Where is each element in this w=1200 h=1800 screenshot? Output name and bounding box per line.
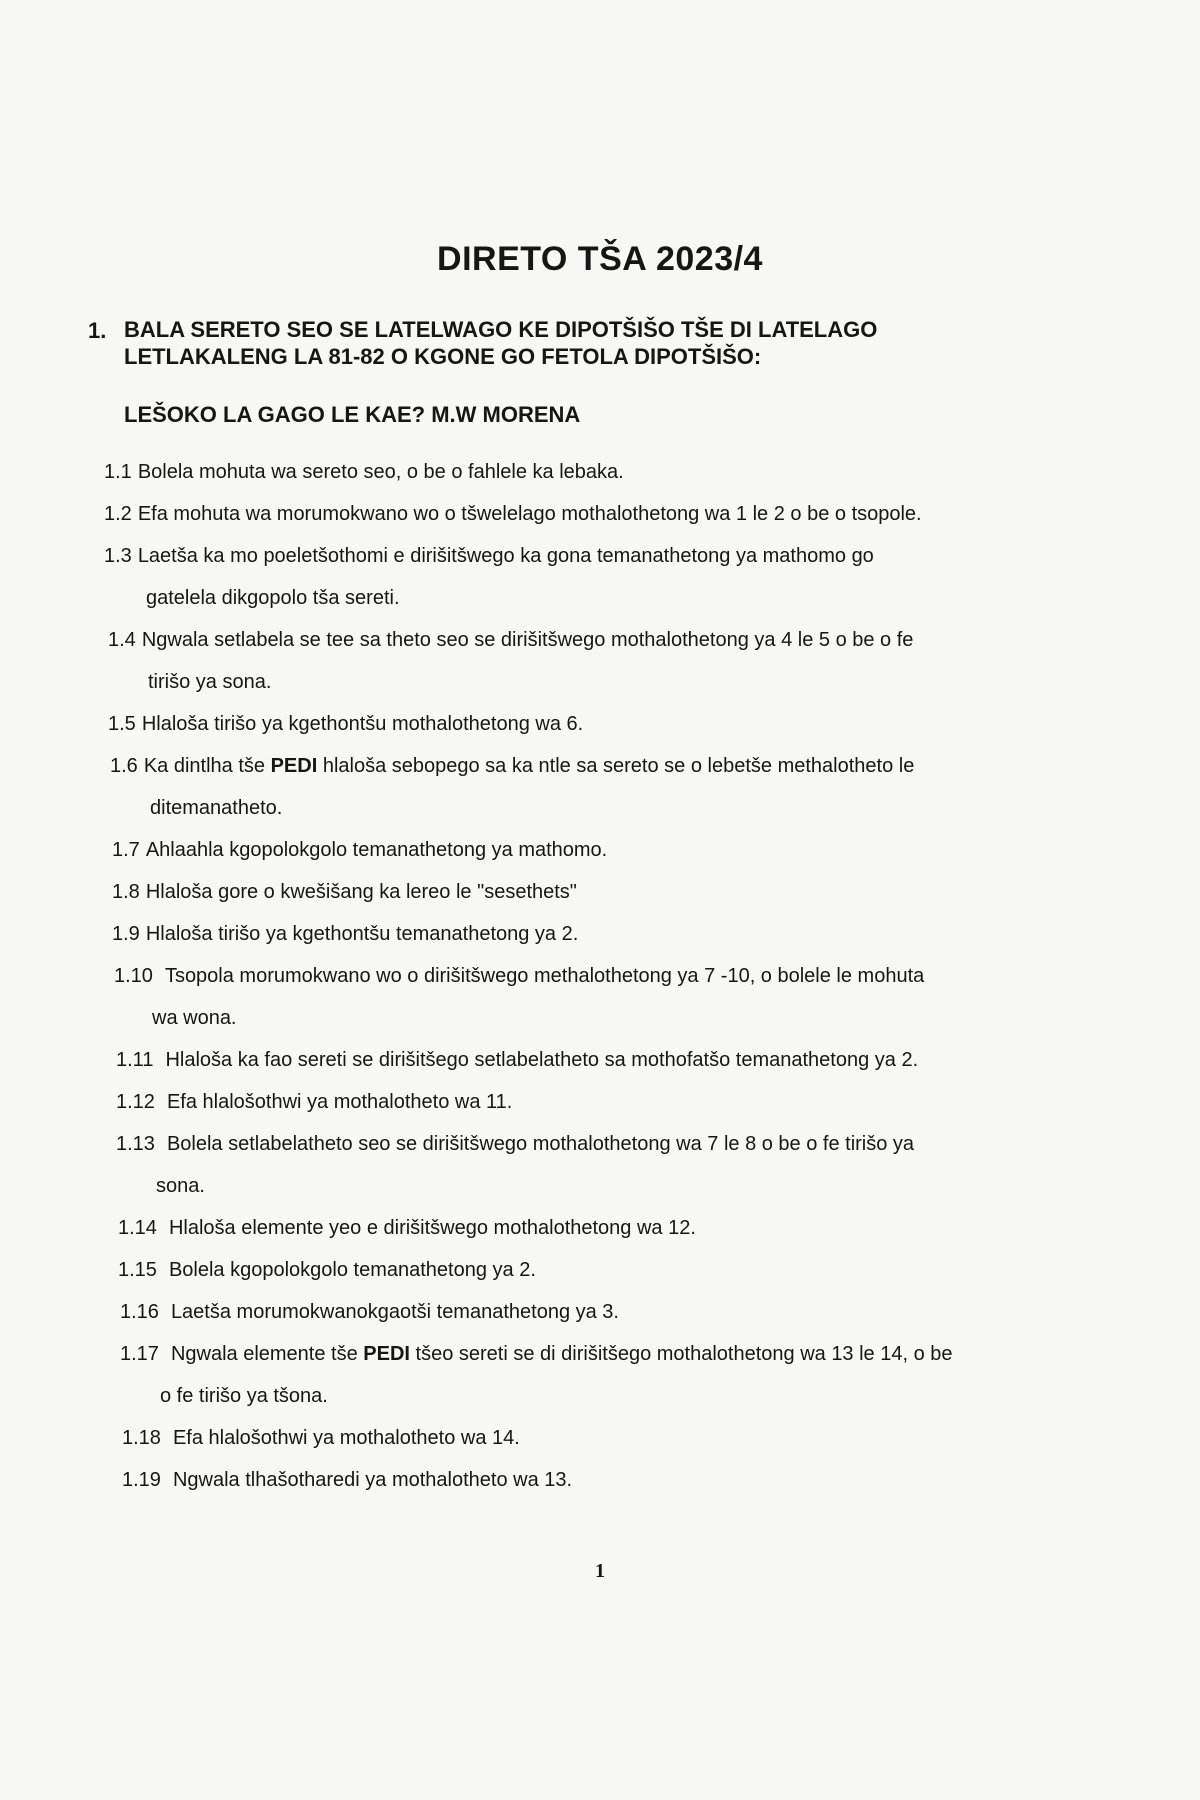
question-1-11 [116,1039,918,1081]
question-text: Efa hlalošothwi ya mothalotheto wa 14. [172,1427,520,1449]
question-number: 1.4 [108,629,136,651]
question-1-2 [104,493,922,535]
question-text-start: Ka dintlha tše [143,755,266,777]
question-1-5 [108,703,583,745]
question-number: 1.11 [116,1049,154,1071]
question-number: 1.6 [110,755,138,777]
question-text: Ngwala tlhašotharedi ya mothalotheto wa 13. [172,1469,573,1491]
question-text: Efa hlalošothwi ya mothalotheto wa 11. [166,1091,513,1113]
question-1-6-continuation: ditemanatheto. [150,797,283,819]
question-number: 1.9 [112,923,140,945]
question-1-13 [116,1123,914,1165]
question-text-end: hlaloša sebopego sa ka ntle sa sereto se o lebetše methalotheto le [322,755,915,777]
question-text: Ahlaahla kgopolokgolo temanathetong ya mathomo. [145,839,608,861]
question-number: 1.5 [108,713,136,735]
section-number: 1. [88,318,107,343]
question-text-end: tšeo sereti se di dirišitšego mothalothetong wa 13 le 14, o be [415,1343,953,1365]
question-1-9 [112,913,578,955]
emphasis-word: PEDI [363,1343,410,1365]
question-1-3-continuation: gatelela dikgopolo tša sereti. [146,587,400,609]
question-number: 1.15 [118,1259,157,1281]
question-number: 1.16 [120,1301,159,1323]
question-number: 1.14 [118,1217,157,1239]
question-1-10 [114,955,924,997]
question-number: 1.19 [122,1469,161,1491]
question-text: Bolela mohuta wa sereto seo, o be o fahlele ka lebaka. [137,461,624,483]
question-text: Bolela kgopolokgolo temanathetong ya 2. [168,1259,536,1281]
question-number: 1.8 [112,881,140,903]
question-text: Hlaloša gore o kwešišang ka lereo le "sesethets" [145,881,577,903]
question-text-start: Ngwala elemente tše [170,1343,358,1365]
question-1-10-continuation: wa wona. [152,1007,237,1029]
question-text: Hlaloša tirišo ya kgethontšu mothalothetong wa 6. [141,713,584,735]
question-text: Efa mohuta wa morumokwano wo o tšwelelago mothalothetong wa 1 le 2 o be o tsopole. [137,503,922,525]
question-text: Bolela setlabelatheto seo se dirišitšwego mothalothetong wa 7 le 8 o be o fe tirišo ya [166,1133,915,1155]
question-1-17-continuation: o fe tirišo ya tšona. [160,1385,328,1407]
question-1-13-continuation: sona. [156,1175,205,1197]
question-number: 1.12 [116,1091,155,1113]
section-heading: BALA SERETO SEO SE LATELWAGO KE DIPOTŠIŠO TŠE DI LATELAGO LETLAKALENG LA 81-82 O KGONE GO FETOLA DIPOTŠIŠO: [124,317,878,369]
question-number: 1.3 [104,545,132,567]
question-1-7 [112,829,607,871]
question-text: Hlaloša tirišo ya kgethontšu temanathetong ya 2. [145,923,579,945]
question-1-4 [108,619,913,661]
question-number: 1.17 [120,1343,159,1365]
page-title: DIRETO TŠA 2023/4 [437,240,763,278]
question-text: Tsopola morumokwano wo o dirišitšwego methalothetong ya 7 -10, o bolele le mohuta [164,965,925,987]
question-1-4-continuation: tirišo ya sona. [148,671,272,693]
emphasis-word: PEDI [270,755,318,777]
question-number: 1.18 [122,1427,161,1449]
question-text: Hlaloša elemente yeo e dirišitšwego mothalothetong wa 12. [168,1217,696,1239]
question-text: Laetša ka mo poeletšothomi e dirišitšwego ka gona temanathetong ya mathomo go [137,545,874,567]
question-text: Hlaloša ka fao sereti se dirišitšego setlabelatheto sa mothofatšo temanathetong ya 2. [165,1049,919,1071]
page-number: 1 [595,1560,605,1582]
question-1-19 [122,1459,572,1501]
question-1-12 [116,1081,512,1123]
question-text: Ngwala setlabela se tee sa theto seo se dirišitšwego mothalothetong ya 4 le 5 o be o fe [141,629,914,651]
question-1-1 [104,451,624,493]
question-1-3 [104,535,874,577]
question-1-8 [112,871,577,913]
question-number: 1.10 [114,965,153,987]
question-number: 1.1 [104,461,132,483]
question-1-18 [122,1417,520,1459]
poem-title: LEŠOKO LA GAGO LE KAE? M.W MORENA [124,402,581,427]
question-number: 1.13 [116,1133,155,1155]
question-1-14 [118,1207,696,1249]
question-1-6 [110,745,914,787]
question-1-16 [120,1291,619,1333]
question-number: 1.2 [104,503,132,525]
question-text: Laetša morumokwanokgaotši temanathetong ya 3. [170,1301,619,1323]
question-1-15 [118,1249,536,1291]
question-1-17 [120,1333,953,1375]
question-number: 1.7 [112,839,140,861]
